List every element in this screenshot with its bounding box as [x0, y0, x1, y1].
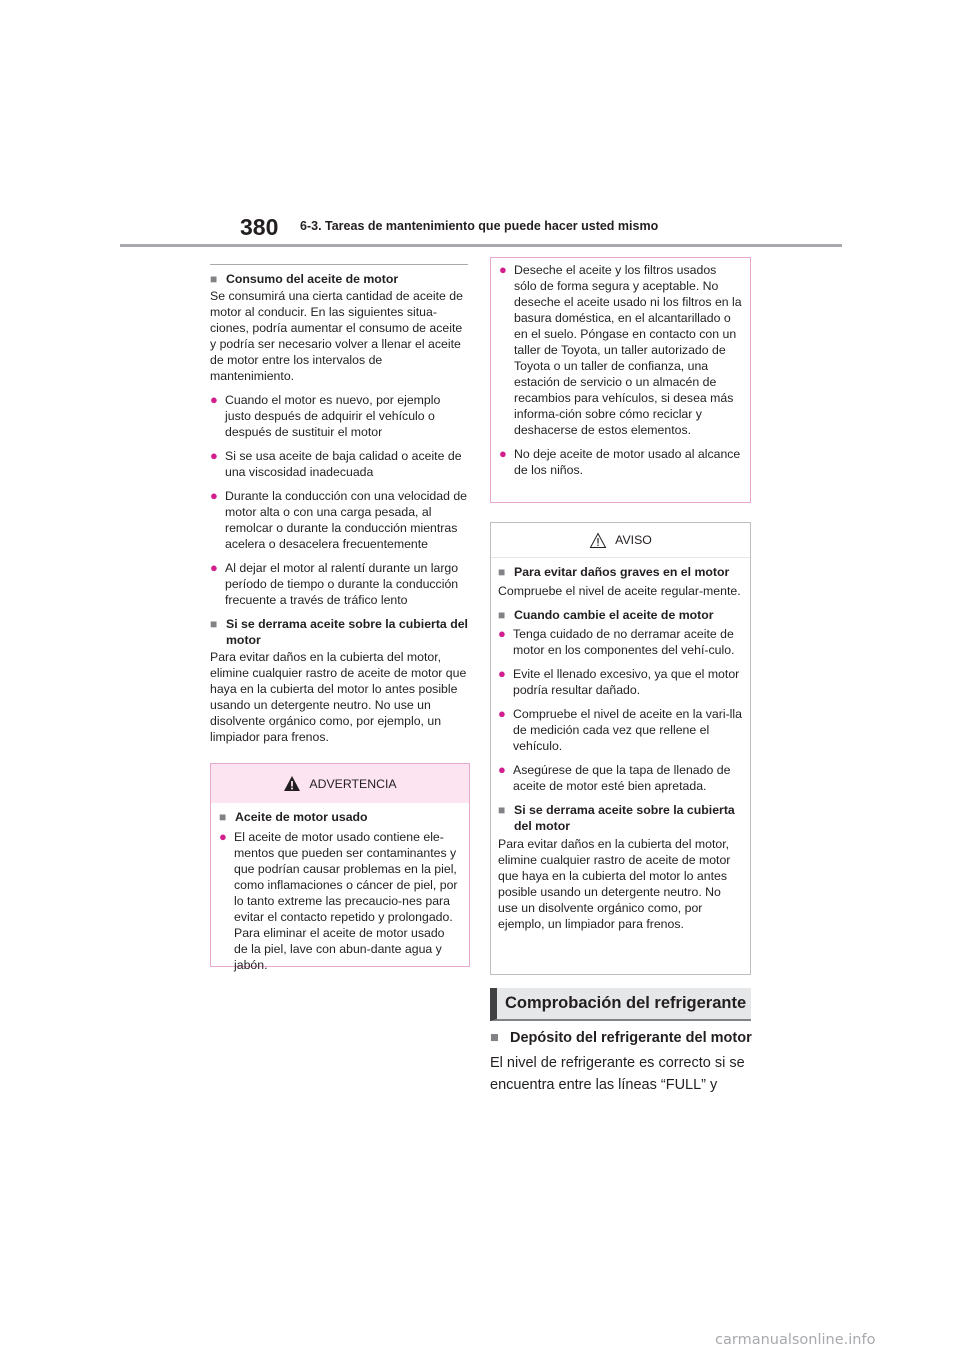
circle-bullet-icon: ●	[219, 829, 227, 844]
circle-bullet-icon: ●	[498, 666, 506, 681]
square-bullet-icon: ■	[498, 608, 506, 622]
warning-subheading	[219, 809, 461, 825]
warning-header	[211, 764, 469, 803]
square-bullet-icon: ■	[210, 272, 218, 286]
circle-bullet-icon: ●	[210, 560, 218, 575]
notice-subheading	[498, 607, 743, 623]
list-item	[499, 446, 742, 478]
consumo-body: Se consumirá una cierta cantidad de aceite de motor al conducir. En las siguientes situa-ciones, podría aumentar el consumo de aceite y podría ser necesario volver a llenar el aceite de motor entre los intervalos de mantenimiento.	[210, 289, 463, 383]
list-item-text: El aceite de motor usado contiene ele-mentos que pueden ser contaminantes y que podrían causar problemas en la piel, como inflamaciones o cáncer de piel, por lo tanto extreme las precaucio-nes para evitar el contacto repetido y prolongado. Para eliminar el aceite de motor usado de la piel, lave con abun-dante agua y jabón.	[234, 830, 458, 972]
consumo-heading	[210, 271, 468, 287]
circle-bullet-icon: ●	[210, 448, 218, 463]
warning-triangle-icon	[283, 775, 301, 792]
section-heading: Comprobación del refrigerante	[490, 988, 751, 1021]
list-item-text: Deseche el aceite y los filtros usados sólo de forma segura y aceptable. No deseche el aceite usado ni los filtros en la basura doméstica, en el alcantarillado o en el suelo. Póngase en contacto con un taller de Toyota, un taller autorizado de Toyota o un taller de confianza, una estación de servicio o un almacén de recambios para vehículos, si desea más informa-ción sobre cómo reciclar y deshacerse de estos elementos.	[514, 263, 742, 437]
list-item-text: Compruebe el nivel de aceite en la vari-lla de medición cada vez que rellene el vehículo.	[513, 707, 742, 753]
warning-subtitle: Aceite de motor usado	[235, 810, 368, 824]
list-item-text: No deje aceite de motor usado al alcance de los niños.	[514, 447, 741, 477]
section-title: 6-3. Tareas de mantenimiento que puede hacer usted mismo	[300, 219, 659, 233]
square-bullet-icon: ■	[210, 617, 218, 631]
square-bullet-icon: ■	[498, 565, 506, 579]
list-item-text: Evite el llenado excesivo, ya que el motor podría resultar dañado.	[513, 667, 740, 697]
refrigerante-body: El nivel de refrigerante es correcto si se encuentra entre las líneas “FULL” y	[490, 1055, 745, 1093]
list-item-text: Cuando el motor es nuevo, por ejemplo justo después de adquirir el vehículo o después de sustituir el motor	[225, 393, 441, 439]
list-item	[498, 762, 743, 794]
warning-box	[210, 763, 470, 972]
header-rule	[120, 244, 842, 247]
consumo-title: Consumo del aceite de motor	[226, 272, 399, 286]
list-item-text: Asegúrese de que la tapa de llenado de aceite de motor esté bien apretada.	[513, 763, 731, 793]
list-item-text: Tenga cuidado de no derramar aceite de motor en los componentes del vehí-culo.	[513, 627, 735, 657]
notice-s1-title: Para evitar daños graves en el motor	[514, 565, 730, 579]
derrama-body: Para evitar daños en la cubierta del motor, elimine cualquier rastro de aceite de motor que haya en la cubierta del motor lo antes posible usando un detergente neutro. No use un disolvente orgánico como, por ejemplo, un limpiador para frenos.	[210, 650, 467, 744]
circle-bullet-icon: ●	[499, 262, 507, 277]
refrigerante-subtitle: Depósito del refrigerante del motor	[510, 1030, 752, 1046]
disposal-box	[490, 257, 751, 503]
circle-bullet-icon: ●	[498, 762, 506, 777]
warning-label: ADVERTENCIA	[309, 776, 397, 791]
list-item	[210, 448, 468, 480]
list-item	[210, 392, 468, 440]
notice-s2-title: Cuando cambie el aceite de motor	[514, 608, 714, 622]
list-item-text: Durante la conducción con una velocidad de motor alta o con una carga pesada, al remolcar o durante la conducción mientras acelera o desacelera frecuentemente	[225, 489, 468, 551]
list-item	[498, 706, 743, 754]
circle-bullet-icon: ●	[210, 488, 218, 503]
refrigerante-section	[490, 1028, 752, 1096]
list-item	[210, 488, 468, 552]
circle-bullet-icon: ●	[499, 446, 507, 461]
notice-header	[491, 523, 750, 558]
derrama-heading	[210, 616, 468, 648]
square-bullet-icon: ■	[490, 1030, 499, 1046]
circle-bullet-icon: ●	[210, 392, 218, 407]
watermark: carmanualsonline.info	[715, 1332, 876, 1348]
square-bullet-icon: ■	[219, 810, 227, 824]
square-bullet-icon: ■	[498, 803, 506, 817]
caution-triangle-icon	[589, 532, 607, 549]
notice-subheading	[498, 802, 743, 834]
page-number: 380	[240, 214, 279, 240]
top-rule	[210, 264, 468, 265]
refrigerante-subheading	[490, 1028, 752, 1048]
notice-s3-body: Para evitar daños en la cubierta del motor, elimine cualquier rastro de aceite de motor que haya en la cubierta del motor lo antes posible usando un detergente neutro. No use un disolvente orgánico como, por ejemplo, un limpiador para frenos.	[498, 837, 731, 931]
list-item	[210, 560, 468, 608]
notice-subheading	[498, 564, 743, 580]
notice-label: AVISO	[615, 533, 652, 547]
circle-bullet-icon: ●	[498, 706, 506, 721]
notice-box	[490, 522, 751, 975]
list-item	[498, 626, 743, 658]
notice-s1-body: Compruebe el nivel de aceite regular-mente.	[498, 584, 741, 598]
notice-s3-title: Si se derrama aceite sobre la cubierta del motor	[514, 803, 735, 833]
derrama-title: Si se derrama aceite sobre la cubierta del motor	[226, 617, 468, 647]
left-column	[210, 264, 468, 745]
list-item	[498, 666, 743, 698]
list-item	[499, 262, 742, 438]
list-item-text: Al dejar el motor al ralentí durante un largo período de tiempo o durante la conducción frecuente a través de tráfico lento	[225, 561, 459, 607]
list-item	[219, 829, 461, 973]
circle-bullet-icon: ●	[498, 626, 506, 641]
list-item-text: Si se usa aceite de baja calidad o aceite de una viscosidad inadecuada	[225, 449, 462, 479]
